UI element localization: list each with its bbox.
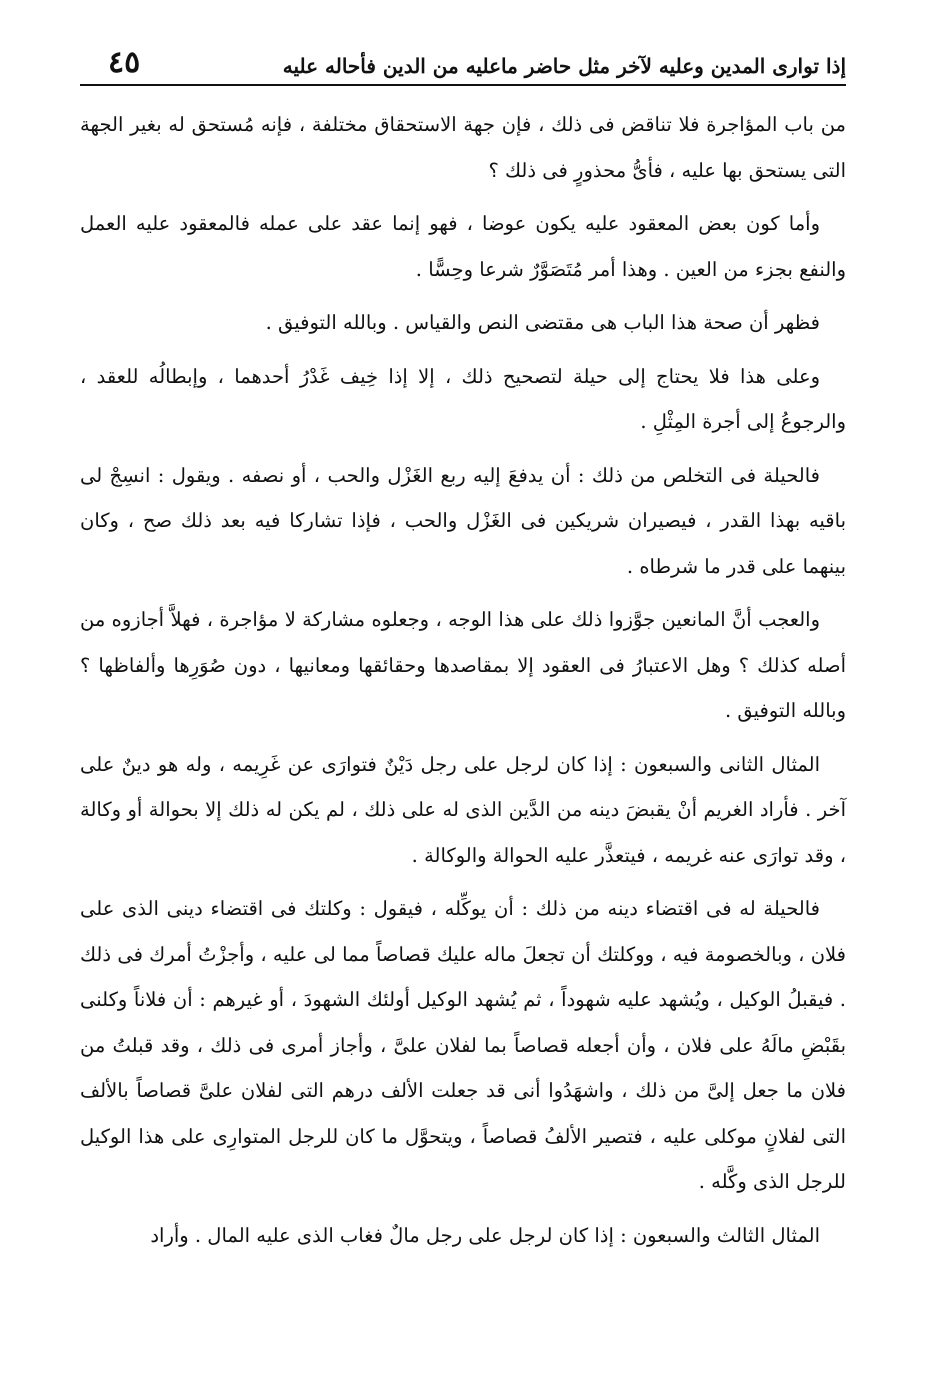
running-title: إذا توارى المدين وعليه لآخر مثل حاضر ماعليه من الدين فأحاله عليه — [282, 54, 846, 78]
paragraph: المثال الثالث والسبعون : إذا كان لرجل على رجل مالٌ فغاب الذى عليه المال . وأراد — [150, 1223, 820, 1247]
paragraph: فظهر أن صحة هذا الباب هى مقتضى النص والقياس . وبالله التوفيق . — [265, 311, 820, 334]
paragraph: من باب المؤاجرة فلا تناقض فى ذلك ، فإن جهة الاستحقاق مختلفة ، فإنه مُستحق له بغير الجهة التى يستحق بها عليه ، فأىُّ محذورٍ فى ذلك ؟ — [80, 113, 846, 182]
body-text — [80, 102, 846, 1258]
paragraph: فالحيلة له فى اقتضاء دينه من ذلك : أن يوكِّله ، فيقول : وكلتك فى اقتضاء دينى الذى على فلان ، وبالخصومة فيه ، ووكلتك أن تجعلَ ماله عليك قصاصاً مما لى عليه ، وأجزْتُ أمرك فى ذلك . فيقبلُ الوكيل ، ويُشهد عليه شهوداً ، ثم يُشهد الوكيل أولئك الشهودَ ، أو غيرهم : أن فلاناً وكلنى بقَبْضِ مالَهُ على فلان ، وأن أجعله قصاصاً بما لفلان علىَّ ، وأجاز أمرى فى ذلك ، وقد قبلتُ من فلان ما جعل إلىَّ من ذلك ، واشهَدُوا أنى قد جعلت الألف درهم التى لفلان علىَّ قصاصاً بالألف التى لفلانٍ موكلى عليه ، فتصير الألفُ قصاصاً ، ويتحوَّل ما كان للرجل المتوارِى على هذا الوكيل للرجل الذى وكَّله . — [80, 897, 846, 1193]
paragraph: فالحيلة فى التخلص من ذلك : أن يدفعَ إليه ربع الغَزْل والحب ، أو نصفه . ويقول : انسِجْ لى باقيه بهذا القدر ، فيصيران شريكين فى الغَزْل والحب ، فإذا تشاركا فيه بعد ذلك صح ، وكان بينهما على قدر ما شرطاه . — [80, 463, 846, 578]
paragraph: وعلى هذا فلا يحتاج إلى حيلة لتصحيح ذلك ، إلا إذا خِيف غَدْرُ أحدهما ، وإبطالُه للعقد ، والرجوعُ إلى أجرة المِثْلِ . — [80, 364, 846, 433]
running-header — [80, 30, 846, 86]
paragraph: والعجب أنَّ المانعين جوَّزوا ذلك على هذا الوجه ، وجعلوه مشاركة لا مؤاجرة ، فهلاَّ أجازوه من أصله كذلك ؟ وهل الاعتبارُ فى العقود إلا بمقاصدها وحقائقها ومعانيها ، دون صُوَرِها وألفاظها ؟ وبالله التوفيق . — [80, 608, 846, 722]
page-number: ٤٥ — [108, 45, 141, 80]
paragraph: المثال الثانى والسبعون : إذا كان لرجل على رجل دَيْنٌ فتوارَى عن غَرِيمه ، وله هو دينٌ على آخر . فأراد الغريم أنْ يقبضَ دينه من الدَّين الذى له على ذلك ، لم يكن له ذلك إلا بحوالة أو وكالة ، وقد توارَى عنه غريمه ، فيتعذَّر عليه الحوالة والوكالة . — [80, 752, 846, 867]
paragraph: وأما كون بعض المعقود عليه يكون عوضا ، فهو إنما عقد على عمله فالمعقود عليه العمل والنفع بجزء من العين . وهذا أمر مُتَصَوَّرٌ شرعا وحِسًّا . — [80, 212, 846, 281]
